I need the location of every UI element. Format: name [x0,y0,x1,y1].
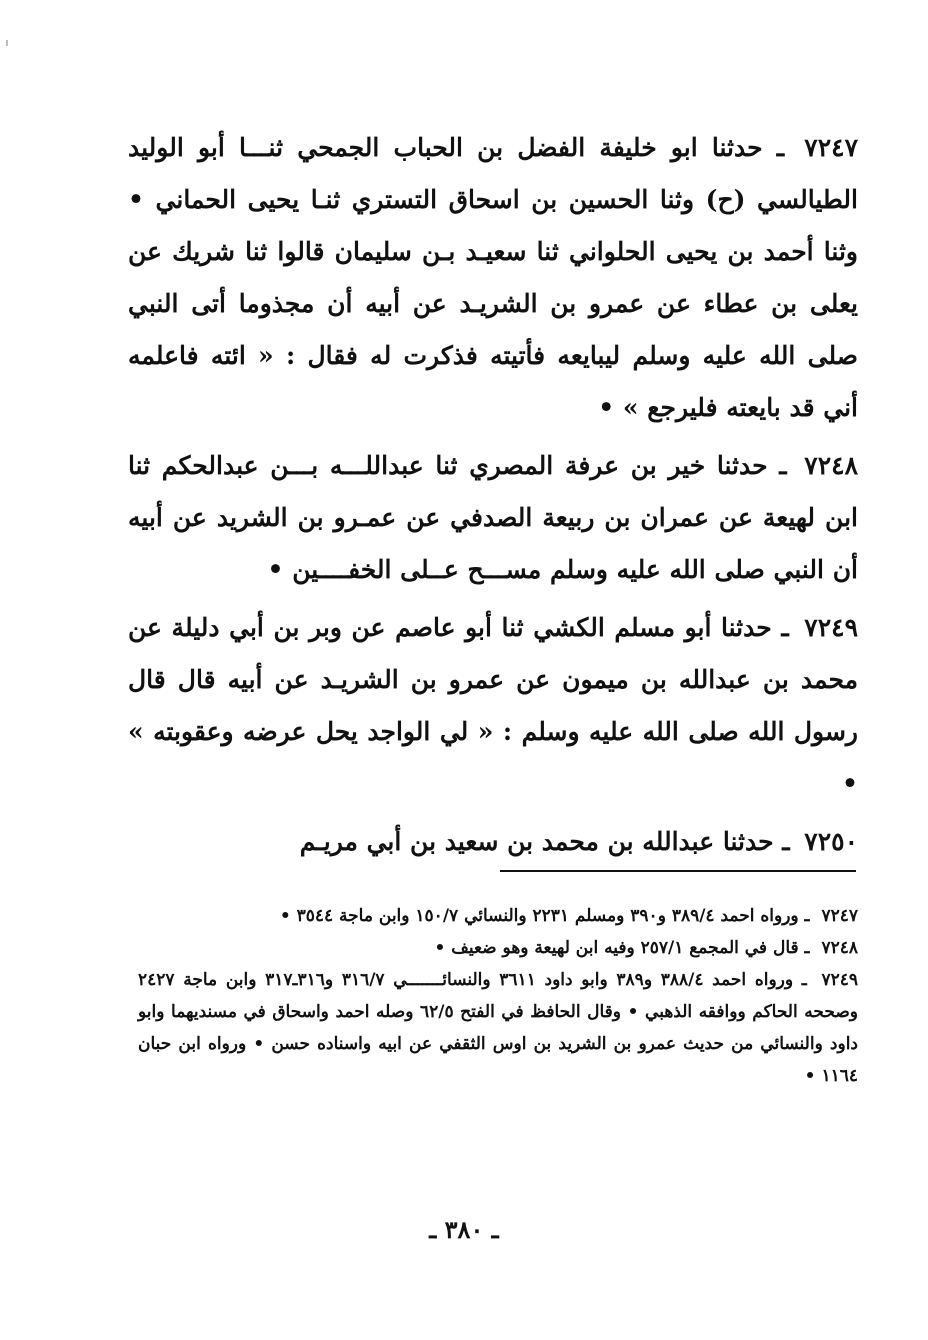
footnote-divider [500,870,856,872]
hadith-number: ٧٢٤٧ [804,133,858,162]
scan-speck [6,40,8,46]
footnote-text: ـ قال في المجمع ٢٥٧/١ وفيه ابن لهيعة وهو ضعيف • [434,938,810,958]
footnotes [138,900,858,1092]
hadith-7249 [128,602,858,810]
footnote-number: ٧٢٤٧ [821,906,858,926]
footnote-7249 [138,964,858,1092]
hadith-number: ٧٢٥٠ [804,827,858,856]
footnote-7247 [138,900,858,932]
hadith-7247 [128,122,858,434]
hadith-7248 [128,440,858,596]
hadith-text: ـ حدثنا خير بن عرفة المصري ثنا عبداللـــه بـــن عبدالحكم ثنا ابن لهيعة عن عمران بن ربيعة الصدفي عن عمـرو بن الشريد عن أبيه أن النبي صلى الله عليه وسلم مســـح عــلى الخفــــين • [128,451,858,584]
hadith-text: ـ حدثنا ابو خليفة الفضل بن الحباب الجمحي ثنـــا أبو الوليد الطيالسي (ح) وثنا الحسين بن اسحاق التستري ثنـا يحيى الحماني • وثنا أحمد بن يحيى الحلواني ثنا سعيـد بـن سليمان قالوا ثنا شريك عن يعلى بن عطاء عن عمرو بن الشريـد عن أبيه أن مجذوما أتى النبي صلى الله عليه وسلم ليبايعه فأتيته فذكرت له فقال : « ائته فاعلمه أني قد بايعته فليرجع » • [128,133,858,422]
footnote-text: ـ ورواه احمد ٣٨٩/٤ و٣٩٠ ومسلم ٢٢٣١ والنسائي ١٥٠/٧ وابن ماجة ٣٥٤٤ • [279,906,810,926]
hadith-text: ـ حدثنا عبدالله بن محمد بن سعيد بن أبي مريـم [299,827,790,856]
footnote-text: ـ ورواه احمد ٣٨٨/٤ و٣٨٩ وابو داود ٣٦١١ والنسائـــــــي ٣١٦/٧ و٣١٦ـ٣١٧ وابن ماجة ٢٤٢٧ وصححه الحاكم ووافقه الذهبي • وقال الحافظ في الفتح ٦٢/٥ وصله احمد واسحاق في مسنديهما وابو داود والنسائي من حديث عمرو بن الشريد بن اوس الثقفي عن ابيه واسناده حسن • ورواه ابن حبان ١١٦٤ • [138,970,858,1086]
footnote-7248 [138,932,858,964]
hadith-text: ـ حدثنا أبو مسلم الكشي ثنا أبو عاصم عن وبر بن أبي دليلة عن محمد بن عبدالله بن ميمون عن عمرو بن الشريـد عن أبيه قال قال رسول الله صلى الله عليه وسلم : « لي الواجد يحل عرضه وعقوبته » • [128,613,858,798]
main-text [128,122,858,868]
footnote-number: ٧٢٤٩ [821,970,858,990]
page-number: ـ ٣٨٠ ـ [429,1215,499,1244]
hadith-number: ٧٢٤٨ [804,451,858,480]
hadith-number: ٧٢٤٩ [804,613,858,642]
hadith-7250 [128,816,858,868]
footnote-number: ٧٢٤٨ [821,938,858,958]
